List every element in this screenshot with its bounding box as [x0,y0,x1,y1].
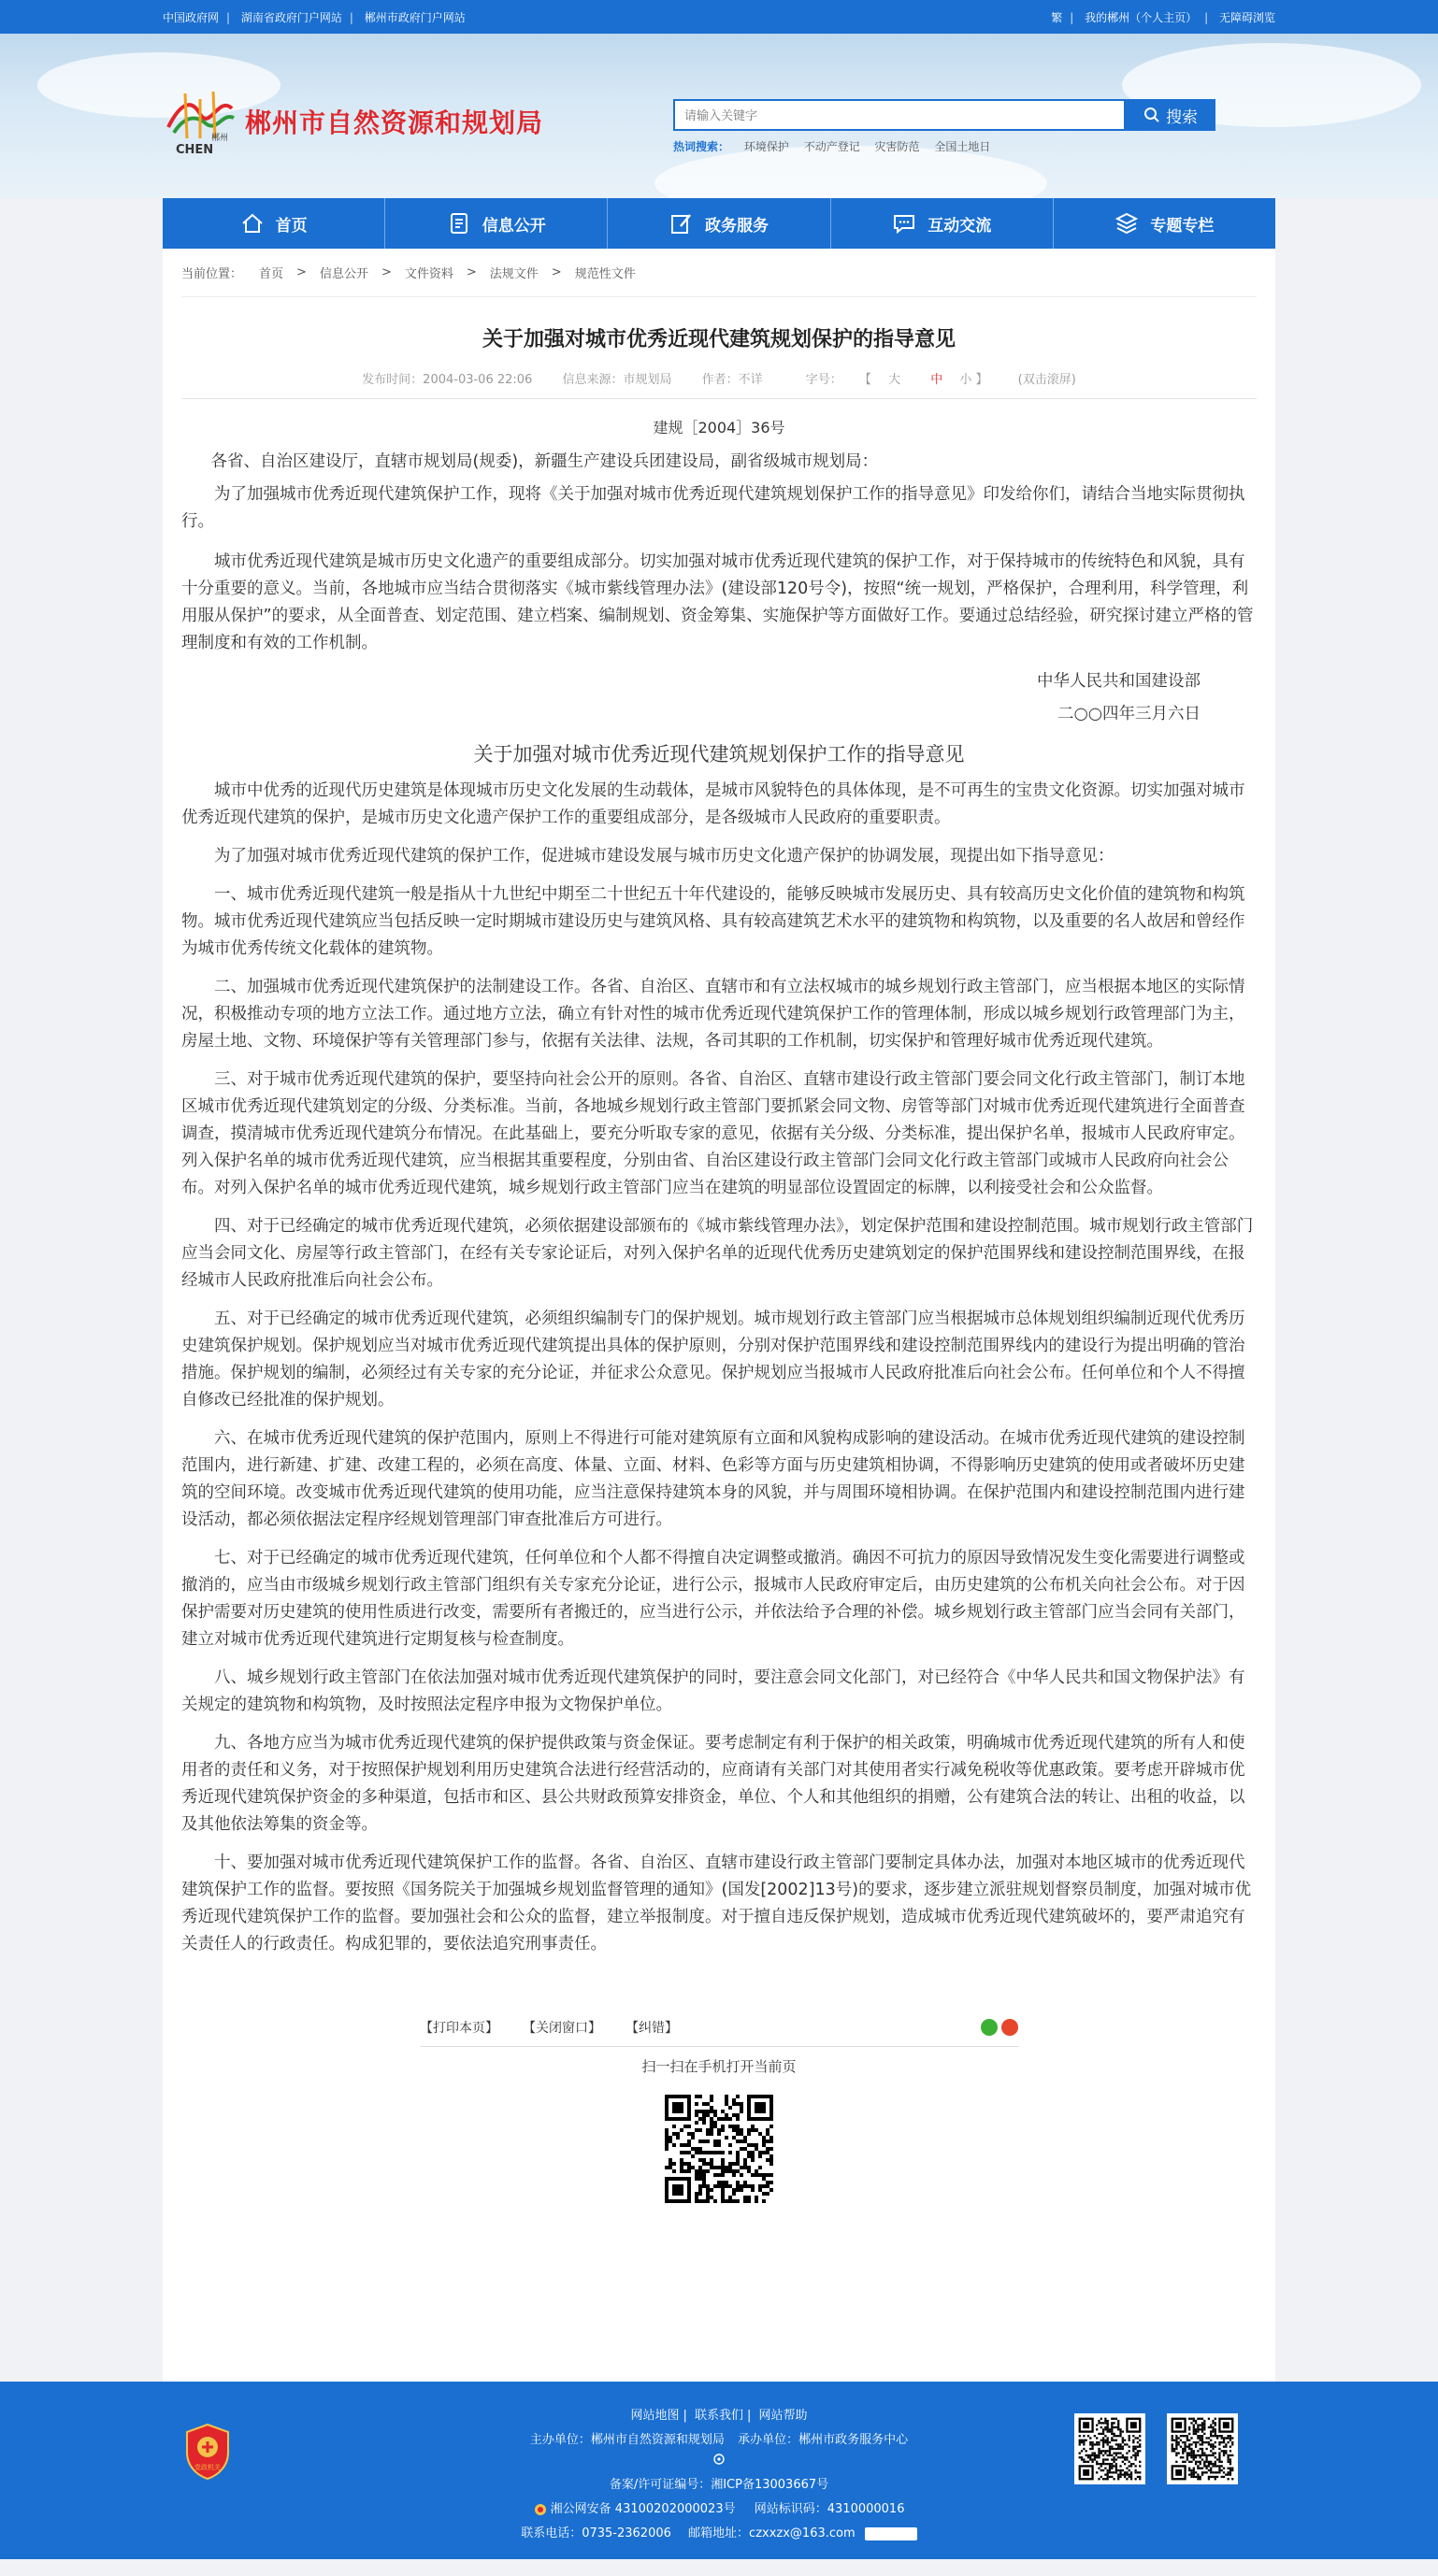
footer-qr-weibo [1074,2413,1145,2484]
body-paragraph: 六、在城市优秀近现代建筑的保护范围内，原则上不得进行可能对建筑原有立面和风貌构成影响的建设活动。在城市优秀近现代建筑的建设控制范围内，进行新建、扩建、改建工程的，必须在高度、体量、立面、材料、色彩等方面与历史建筑相协调，不得影响历史建筑的使用或者破坏历史建筑的空间环境。改变城市优秀近现代建筑的使用功能，应当注意保持建筑本身的风貌，并与周围环境相协调。在保护范围内和建设控制范围内进行建设活动，都必须依据法定程序经规划管理部门审查批准后方可进行。 [181,1429,1245,1529]
breadcrumb-item[interactable]: 法规文件 [489,267,539,281]
link-chenzhou-gov[interactable]: 郴州市政府门户网站 [364,10,466,24]
edit-icon [669,211,694,236]
main-content [163,249,1275,2383]
body-paragraph: 五、对于已经确定的城市优秀近现代建筑，必须组织编制专门的保护规划。城市规划行政主管部门应当根据城市总体规划组织编制近现代优秀历史建筑保护规划。保护规划应当对城市优秀近现代建筑提出具体的保护原则，分别对保护范围界线和建设控制范围界线内的建设行为提出明确的管治措施。保护规划的编制，必须经过有关专家的充分论证，并征求公众意见。保护规划应当报城市人民政府批准后向社会公布。任何单位和个人不得擅自修改已经批准的保护规划。 [181,1309,1245,1410]
layers-icon [1114,211,1139,236]
publish-time: 发布时间：2004-03-06 22:06 [362,373,533,387]
cnzz-badge-icon[interactable] [865,2527,917,2540]
nav-special-topics[interactable] [1054,198,1275,249]
nav-home[interactable] [163,198,385,249]
qr-caption: 扫一扫在手机打开当前页 [641,2058,797,2075]
main-nav [163,198,1275,249]
home-icon [240,211,265,236]
hot-words-label: 热词搜索： [673,140,730,153]
breadcrumb-item[interactable]: 规范性文件 [574,267,636,281]
footer-site-code: 网站标识码：4310000016 [754,2502,905,2516]
body-paragraph: 四、对于已经确定的城市优秀近现代建筑，必须依据建设部颁布的《城市紫线管理办法》，划定保护范围和建设控制范围。城市规划行政主管部门应当会同文化、房屋等行政主管部门，在经有关专家论证后，对列入保护名单的近现代优秀历史建筑划定的保护范围界线和建设控制范围界线，在报经城市人民政府批准后向社会公布。 [181,1217,1254,1290]
nav-gov-service[interactable] [608,198,830,249]
nav-interaction[interactable] [831,198,1054,249]
font-size-mid[interactable]: 中 [930,373,943,387]
article-meta [181,369,1257,399]
footer-link-help[interactable]: 网站帮助 [758,2409,808,2423]
article-tools [420,2018,1018,2047]
intro-paragraph: 城市优秀近现代建筑是城市历史文化遗产的重要组成部分。切实加强对城市优秀近现代建筑的保护工作，对于保持城市的传统特色和风貌，具有十分重要的意义。当前，各地城市应当结合贯彻落实《城市紫线管理办法》(建设部120号令)，按照“统一规划，严格保护，合理利用，科学管理，利用服从保护”的要求，从全面普查、划定范围、建立档案、编制规划、资金筹集、实施保护等方面做好工作。要通过总结经验，研究探讨建立严格的管理制度和有效的工作机制。 [181,552,1254,652]
body-paragraph: 九、各地方应当为城市优秀近现代建筑的保护提供政策与资金保证。要考虑制定有利于保护的相关政策，明确城市优秀近现代建筑的所有人和使用者的责任和义务，对于按照保护规划利用历史建筑合法进行经营活动的，应商请有关部门对其使用者实行减免税收等优惠政策。要考虑开辟城市优秀近现代建筑保护资金的多种渠道，包括市和区、县公共财政预算安排资金，单位、个人和其他组织的捐赠，公有建筑合法的转让、出租的收益，以及其他依法筹集的资金等。 [181,1734,1245,1834]
nav-info-label: 信息公开 [482,216,546,236]
footer-qr-wechat [1167,2413,1238,2484]
body-paragraph: 七、对于已经确定的城市优秀近现代建筑，任何单位和个人都不得擅自决定调整或撤消。确因不可抗力的原因导致情况发生变化需要进行调整或撤消的，应当由市级城乡规划行政主管部门组织有关专家充分论证，进行公示，报城市人民政府审定后，由历史建筑的公布机关向社会公布。对于因保护需要对历史建筑的使用性质进行改变，需要所有者搬迁的，应当进行公示，并依法给予合理的补偿。城乡规划行政主管部门应当会同有关部门，建立对城市优秀近现代建筑进行定期复核与检查制度。 [181,1549,1245,1649]
hot-word[interactable]: 灾害防范 [874,140,920,153]
search-area [673,99,1215,154]
signer: 中华人民共和国建设部 [1037,672,1201,691]
hot-word[interactable]: 不动产登记 [803,140,860,153]
font-size-small[interactable]: 小 [959,373,972,387]
hot-word[interactable]: 全国土地日 [934,140,991,153]
top-bar [0,0,1438,34]
footer-police[interactable]: 湘公网安备 43100202000023号 [550,2502,736,2516]
breadcrumb-item[interactable]: 首页 [259,267,284,281]
nav-service-label: 政务服务 [705,216,769,236]
wechat-share-icon[interactable] [981,2019,998,2036]
site-title: 郴州市自然资源和规划局 [245,107,544,138]
weibo-share-icon[interactable] [1001,2019,1018,2036]
link-gov-cn[interactable]: 中国政府网 [163,10,220,24]
logo-en-text: CHEN [176,143,214,157]
document-icon [447,211,471,236]
nav-home-label: 首页 [275,216,308,236]
site-footer [0,2382,1438,2559]
addressee: 各省、自治区建设厅，直辖市规划局(规委)，新疆生产建设兵团建设局，副省级城市规划局： [210,452,879,471]
footer-email: 邮箱地址：czxxzx@163.com [688,2526,856,2540]
site-logo[interactable] [163,86,543,157]
close-window-button[interactable]: 【关闭窗口】 [523,2021,601,2036]
footer-phone: 联系电话：0735-2362006 [521,2526,671,2540]
search-input[interactable] [673,99,1126,131]
share-icons [977,2019,1018,2036]
doc-number: 建规［2004］36号 [653,419,785,436]
search-icon [1143,107,1160,123]
body-paragraph: 八、城乡规划行政主管部门在依法加强对城市优秀近现代建筑保护的同时，要注意会同文化部门，对已经符合《中华人民共和国文物保护法》有关规定的建筑物和构筑物，及时按照法定程序申报为文物保护单位。 [181,1668,1245,1714]
chat-icon [892,211,916,236]
print-button[interactable]: 【打印本页】 [420,2021,498,2036]
logo-small-text: 郴州 [211,134,229,143]
breadcrumb-prefix: 当前位置： [181,267,243,281]
footer-icp[interactable]: 备案/许可证编号：湘ICP备13003667号 [609,2478,829,2492]
body-paragraph: 一、城市优秀近现代建筑一般是指从十九世纪中期至二十世纪五十年代建设的，能够反映城市发展历史、具有较高历史文化价值的建筑物和构筑物。城市优秀近现代建筑应当包括反映一定时期城市建设历史与建筑风格、具有较高建筑艺术水平的建筑物和构筑物，以及重要的名人故居和曾经作为城市优秀传统文化载体的建筑物。 [181,885,1245,958]
accessibility-mark-icon [712,2453,726,2466]
hot-words [673,138,1215,154]
article-title: 关于加强对城市优秀近现代建筑规划保护的指导意见 [482,328,956,351]
sign-date: 二○○四年三月六日 [1057,705,1201,723]
link-my-chenzhou[interactable]: 我的郴州（个人主页） [1085,10,1198,24]
footer-link-contact[interactable]: 联系我们 [694,2409,743,2423]
author: 作者：不详 [701,373,763,387]
page-qr-code [657,2087,781,2211]
font-size-control: 字号： 【 大 中 小 】 [805,373,992,387]
body-paragraph: 三、对于城市优秀近现代建筑的保护，要坚持向社会公开的原则。各省、自治区、直辖市建设行政主管部门要会同文化行政主管部门，制订本地区城市优秀近现代建筑划定的分级、分类标准。当前，各地城乡规划行政主管部门要抓紧会同文物、房管等部门对城市优秀近现代建筑进行全面普查调查，摸清城市优秀近现代建筑分布情况。在此基础上，要充分听取专家的意见，依据有关分级、分类标准，提出保护名单，报城市人民政府审定。列入保护名单的城市优秀近现代建筑，应当根据其重要程度，分别由省、自治区建设行政主管部门会同文化行政主管部门或城市人民政府向社会公布。对列入保护名单的城市优秀近现代建筑，城乡规划行政主管部门应当在建筑的明显部位设置固定的标牌，以利接受社会和公众监督。 [181,1070,1245,1197]
logo-emblem [163,86,237,157]
nav-info-disclosure[interactable] [385,198,608,249]
site-header [0,34,1438,198]
badge-text: 党政机关 [194,2464,221,2471]
footer-link-sitemap[interactable]: 网站地图 [630,2409,680,2423]
breadcrumb-item[interactable]: 信息公开 [319,267,368,281]
hot-word[interactable]: 环境保护 [743,140,789,153]
sub-title: 关于加强对城市优秀近现代建筑规划保护工作的指导意见 [473,743,965,766]
nav-interaction-label: 互动交流 [928,216,992,236]
search-button-label: 搜索 [1166,107,1198,126]
body-paragraph: 为了加强对城市优秀近现代建筑的保护工作，促进城市建设发展与城市历史文化遗产保护的协调发展，现提出如下指导意见： [214,847,1114,866]
search-button[interactable] [1126,99,1215,131]
link-traditional-chinese[interactable]: 繁 [1051,10,1063,24]
font-size-big[interactable]: 大 [888,373,901,387]
body-paragraph: 城市中优秀的近现代历史建筑是体现城市历史文化发展的生动载体，是城市风貌特色的具体体现，是不可再生的宝贵文化资源。切实加强对城市优秀近现代建筑的保护，是城市历史文化遗产保护工作的重要组成部分，是各级城市人民政府的重要职责。 [181,781,1245,827]
footer-undertake: 承办单位：郴州市政务服务中心 [738,2433,909,2447]
body-paragraph: 十、要加强对城市优秀近现代建筑保护工作的监督。各省、自治区、直辖市建设行政主管部门要制定具体办法，加强对本地区城市的优秀近现代建筑保护工作的监督。要按照《国务院关于加强城乡规划监督管理的通知》(国发[2002]13号)的要求，逐步建立派驻规划督察员制度，加强对城市优秀近现代建筑保护工作的监督。要加强社会和公众的监督，建立举报制度。对于擅自违反保护规划，造成城市优秀近现代建筑破坏的，要严肃追究有关责任人的行政责任。构成犯罪的，要依法追究刑事责任。 [181,1853,1252,1953]
breadcrumb-item[interactable]: 文件资料 [404,267,453,281]
link-hunan-gov[interactable]: 湖南省政府门户网站 [240,10,342,24]
report-error-button[interactable]: 【纠错】 [626,2021,678,2036]
police-badge-icon [534,2503,547,2516]
intro-paragraph: 为了加强城市优秀近现代建筑保护工作，现将《关于加强对城市优秀近现代建筑规划保护工作的指导意见》印发给你们，请结合当地实际贯彻执行。 [181,485,1245,531]
link-accessibility[interactable]: 无障碍浏览 [1218,10,1275,24]
article-body [181,414,1257,1958]
font-size-label: 字号： [805,373,842,387]
info-source: 信息来源：市规划局 [562,373,672,387]
footer-links: 网站地图 | 联系我们 | 网站帮助 [630,2409,808,2423]
body-paragraph: 二、加强城市优秀近现代建筑保护的法制建设工作。各省、自治区、直辖市和有立法权城市的城乡规划行政主管部门，应当根据本地区的实际情况，积极推动专项的地方立法工作。通过地方立法，确立有针对性的城市优秀近现代建筑保护工作的管理体制，形成以城乡规划行政管理部门为主，房屋土地、文物、环境保护等有关管理部门参与，依据有关法律、法规，各司其职的工作机制，切实保护和管理好城市优秀近现代建筑。 [181,978,1245,1051]
breadcrumb: 当前位置： 首页 > 信息公开 > 文件资料 > 法规文件 > 规范性文件 [181,249,1257,297]
top-links-right: 繁 | 我的郴州（个人主页） | 无障碍浏览 [1051,10,1275,24]
top-links-left: 中国政府网 | 湖南省政府门户网站 | 郴州市政府门户网站 [163,10,466,24]
nav-topics-label: 专题专栏 [1150,216,1215,236]
footer-host: 主办单位：郴州市自然资源和规划局 [529,2433,725,2447]
dblclick-scroll: (双击滚屏) [1017,373,1076,387]
